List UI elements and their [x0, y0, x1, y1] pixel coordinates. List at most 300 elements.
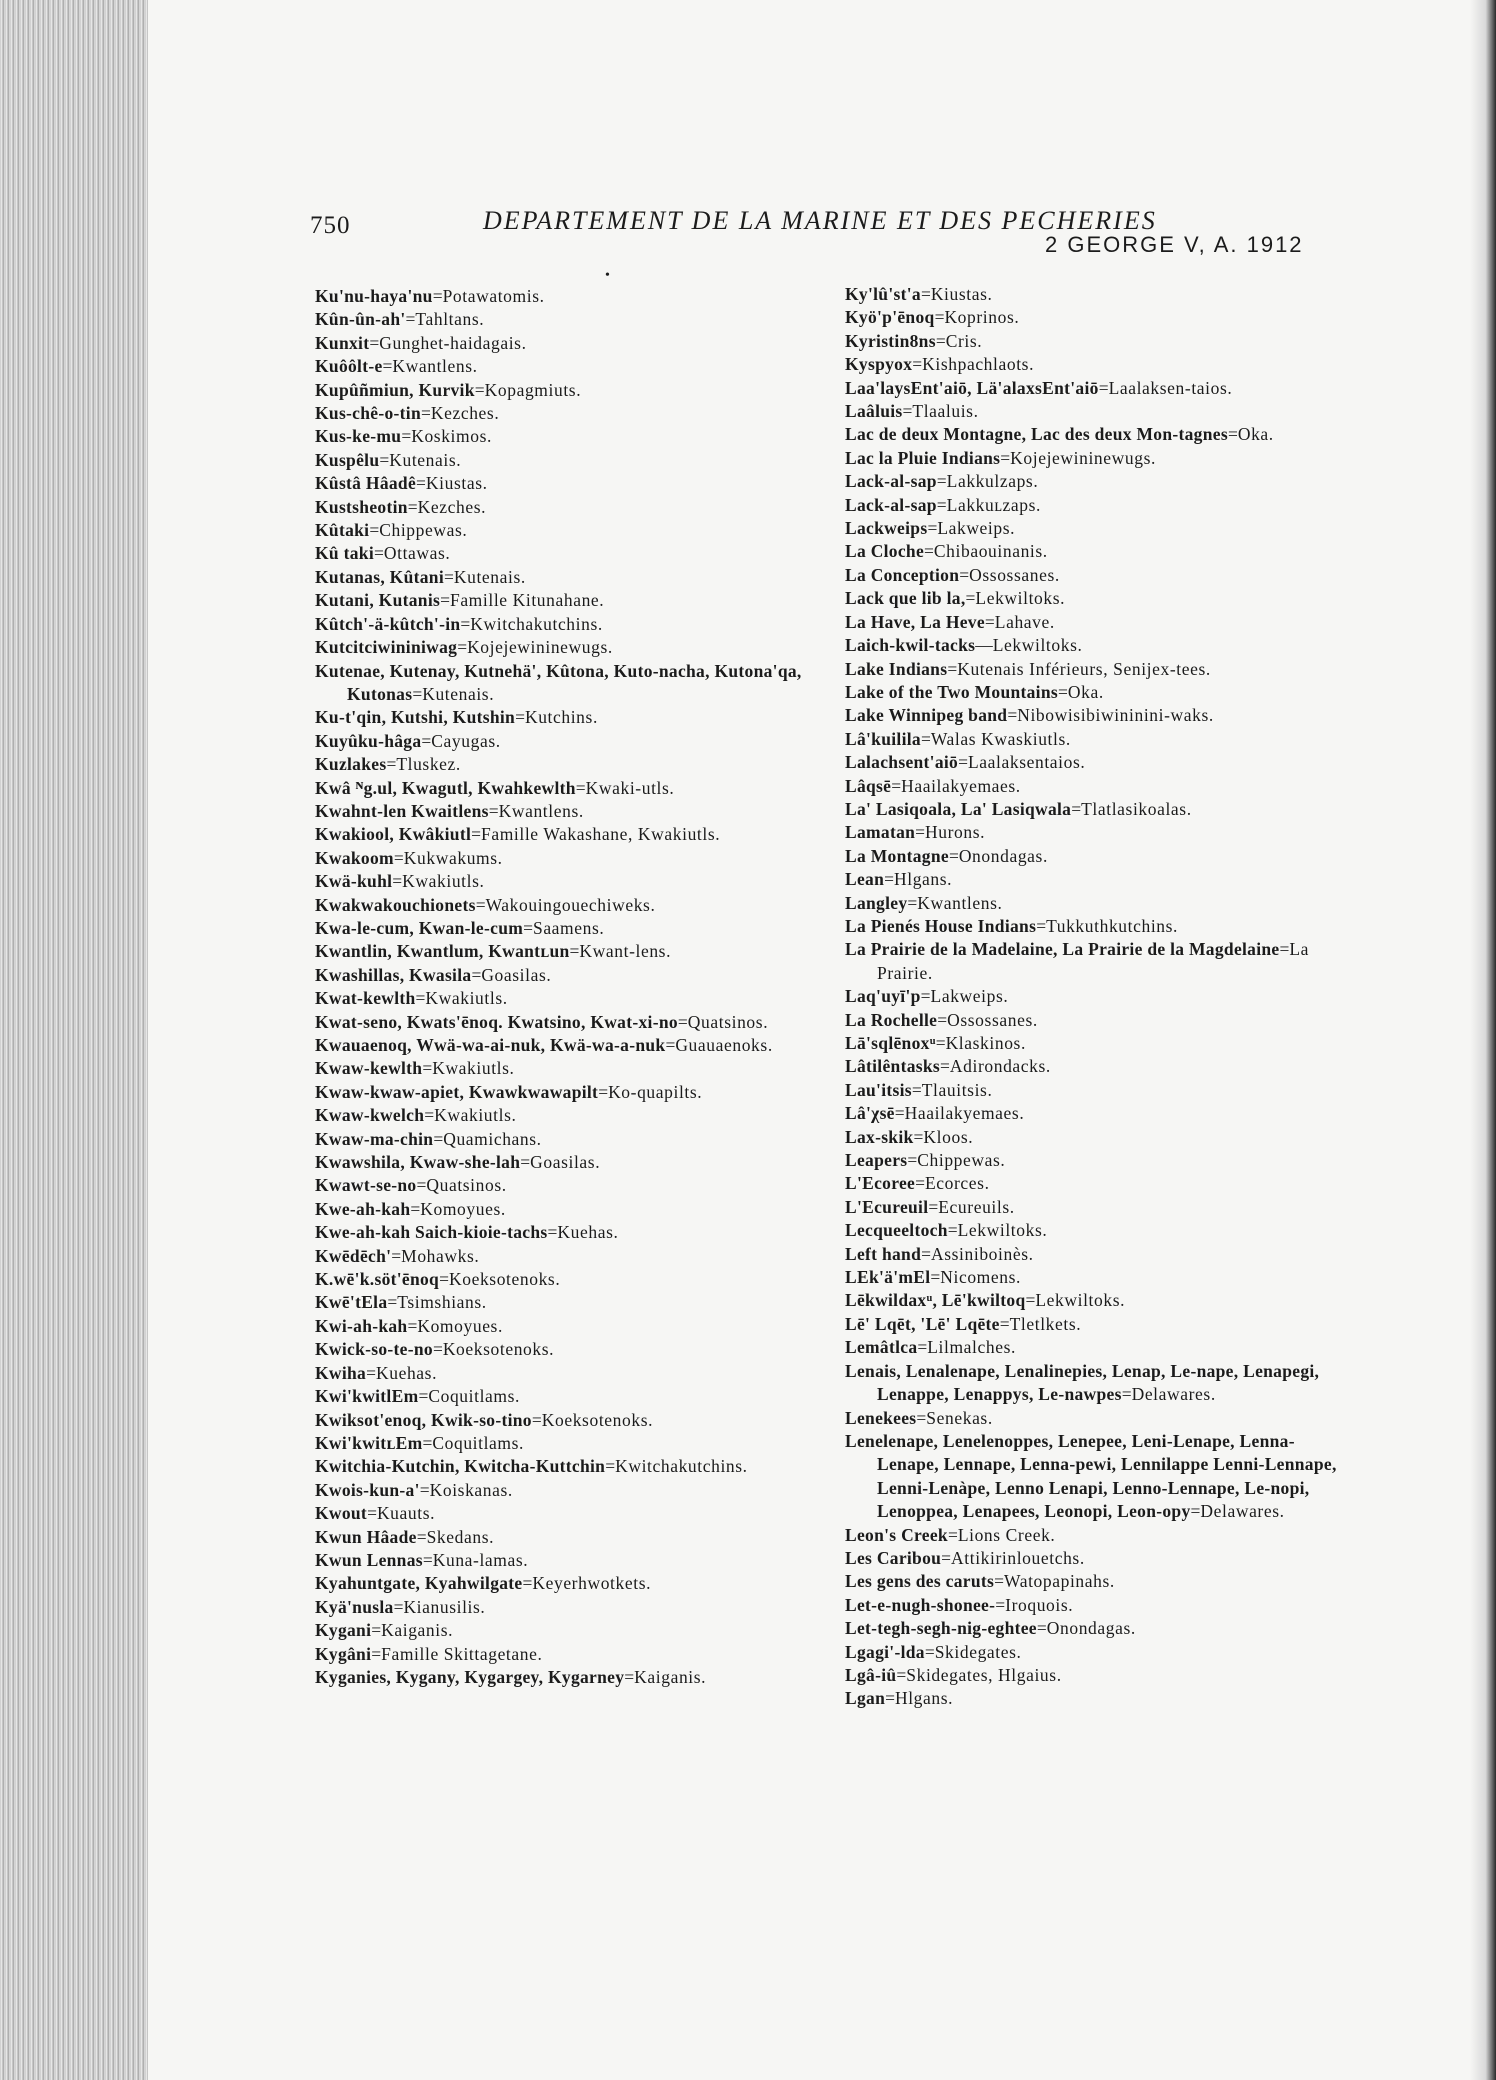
entry-term: La Have, La Heve	[845, 611, 985, 632]
index-entry	[845, 470, 1353, 493]
index-entry	[315, 1549, 840, 1572]
entry-definition: Koeksotenoks.	[448, 1269, 561, 1290]
entry-definition: Oka.	[1237, 424, 1274, 445]
equals-sign: =	[1121, 1384, 1132, 1405]
index-entry	[845, 1547, 1353, 1570]
equals-sign: =	[379, 449, 390, 470]
entry-definition: Kutenais.	[422, 683, 495, 704]
entry-definition: Gunghet-haidagais.	[379, 332, 527, 353]
equals-sign: =	[1036, 1618, 1047, 1639]
index-entry	[315, 449, 840, 472]
index-entry	[315, 636, 840, 659]
entry-term: Lake of the Two Mountains	[845, 681, 1058, 702]
index-entry	[315, 1221, 840, 1244]
equals-sign: =	[935, 330, 946, 351]
entry-term: Kygani	[315, 1620, 372, 1641]
equals-sign: =	[369, 332, 380, 353]
entry-definition: Hlgans.	[894, 1688, 954, 1709]
entry-term: Kyahuntgate, Kyahwilgate	[315, 1573, 523, 1594]
entry-term: L'Ecureuil	[845, 1196, 929, 1217]
entry-definition: Walas Kwaskiutls.	[930, 728, 1071, 749]
entry-definition: Tluskez.	[396, 754, 461, 775]
entry-term: Leon's Creek	[845, 1524, 948, 1545]
entry-definition: Ecorces.	[925, 1173, 990, 1194]
entry-term: Let-e-nugh-shonee-	[845, 1594, 996, 1615]
entry-definition: Komoyues.	[417, 1315, 503, 1336]
index-entry	[315, 1572, 840, 1595]
equals-sign: =	[920, 284, 931, 304]
index-entry	[315, 1619, 840, 1642]
session-label: 2 GEORGE V, A. 1912	[1045, 232, 1304, 257]
index-entry	[845, 1266, 1353, 1289]
entry-term: Kwâ ᴺg.ul, Kwagutl, Kwahkewlth	[315, 777, 576, 798]
index-entry	[315, 425, 840, 448]
index-entry	[845, 1126, 1353, 1149]
entry-term: Kwaw-kwelch	[315, 1105, 425, 1126]
entry-term: Kunxit	[315, 332, 370, 353]
entry-definition: Watopapinahs.	[1003, 1571, 1115, 1592]
entry-term: Lake Winnipeg band	[845, 705, 1008, 726]
entry-term: Lâtilêntasks	[845, 1056, 941, 1077]
equals-sign: =	[369, 520, 380, 541]
equals-sign: =	[401, 426, 412, 447]
equals-sign: =	[415, 988, 426, 1009]
equals-sign: =	[912, 354, 923, 375]
entry-definition: Koeksotenoks.	[541, 1409, 654, 1430]
entry-definition: Lahave.	[994, 611, 1055, 632]
entry-term: Lenekees	[845, 1407, 917, 1428]
equals-sign: =	[665, 1035, 676, 1055]
entry-term: Kwun Lennas	[315, 1549, 423, 1570]
index-entry	[845, 658, 1353, 681]
index-entry	[315, 870, 840, 893]
book-page-edges	[0, 0, 165, 2080]
entry-definition: Chibaouinanis.	[933, 541, 1048, 562]
entry-term: Kwout	[315, 1503, 368, 1524]
entry-definition: Lions Creek.	[957, 1524, 1056, 1545]
entry-term: Laa'laysEnt'aiō, Lä'alaxsEnt'aiō	[845, 377, 1099, 398]
entry-term: Kwiha	[315, 1362, 367, 1383]
index-entry	[315, 1151, 840, 1174]
entry-term: Kwakiool, Kwâkiutl	[315, 824, 472, 845]
entry-definition: Tahltans.	[415, 309, 485, 330]
equals-sign: =	[958, 752, 968, 773]
index-entry	[315, 1666, 840, 1689]
index-entry	[315, 1596, 840, 1619]
entry-definition: Quatsinos.	[426, 1175, 507, 1196]
equals-sign: =	[995, 1594, 1006, 1615]
equals-sign: =	[965, 588, 976, 609]
entry-definition: Haailakyemaes.	[901, 775, 1021, 796]
index-entry	[845, 1617, 1353, 1640]
equals-sign: =	[605, 1456, 616, 1477]
entry-definition: Tletlkets.	[1009, 1313, 1082, 1334]
equals-sign: =	[387, 1292, 398, 1313]
index-entry	[845, 1009, 1353, 1032]
equals-sign: =	[999, 1313, 1010, 1334]
equals-sign: =	[959, 564, 970, 585]
equals-sign: =	[515, 707, 525, 728]
entry-definition: Komoyues.	[420, 1198, 506, 1219]
index-entry	[315, 355, 840, 378]
entry-definition: Iroquois.	[1005, 1594, 1074, 1615]
entry-term: Lā'sqlēnoxᵘ	[845, 1033, 936, 1053]
index-entry	[315, 613, 840, 636]
equals-sign: =	[1025, 1290, 1036, 1311]
entry-definition: Kwakiutls.	[432, 1058, 515, 1079]
entry-term: Les Caribou	[845, 1547, 942, 1568]
entry-definition: Lekwiltoks.	[975, 588, 1066, 609]
index-entry	[845, 821, 1353, 844]
index-entry	[315, 987, 840, 1010]
index-entry	[315, 1291, 840, 1314]
equals-sign: =	[927, 518, 938, 539]
entry-definition: Koprinos.	[944, 307, 1020, 328]
equals-sign: =	[947, 658, 958, 679]
index-entry	[845, 1102, 1353, 1125]
entry-term: Kutanas, Kûtani	[315, 566, 444, 587]
index-entry	[845, 1641, 1353, 1664]
index-entry	[845, 1149, 1353, 1172]
equals-sign: =	[1227, 424, 1238, 445]
index-entry	[845, 611, 1353, 634]
entry-term: La' Lasiqoala, La' Lasiqwala	[845, 798, 1072, 819]
index-entry	[845, 330, 1353, 353]
equals-sign: =	[421, 730, 432, 751]
entry-term: Lake Indians	[845, 658, 948, 679]
equals-sign: =	[1058, 681, 1068, 702]
entry-definition: Oka.	[1067, 681, 1104, 702]
entry-term: Kwaw-ma-chin	[315, 1128, 434, 1149]
equals-sign: =	[422, 1058, 433, 1079]
equals-sign: =	[523, 917, 533, 938]
equals-sign: =	[891, 775, 902, 796]
entry-term: Ky'lû'st'a	[845, 284, 921, 304]
equals-sign: =	[624, 1666, 635, 1687]
entry-definition: Goasilas.	[530, 1152, 601, 1173]
entry-definition: Haailakyemaes.	[904, 1103, 1025, 1124]
index-entry	[315, 1128, 840, 1151]
entry-definition: Delawares.	[1200, 1501, 1285, 1522]
entry-term: Laâluis	[845, 401, 903, 422]
equals-sign: =	[884, 869, 894, 890]
entry-definition: Lakkulzaps.	[946, 471, 1039, 492]
equals-sign: =	[416, 473, 426, 494]
entry-definition: Kwakiutls.	[402, 871, 485, 892]
entry-term: Kwun Hâade	[315, 1526, 417, 1547]
equals-sign: =	[433, 1128, 444, 1149]
equals-sign: =	[371, 1620, 382, 1641]
entry-definition: Kishpachlaots.	[922, 354, 1035, 375]
equals-sign: =	[911, 1079, 922, 1100]
entry-definition: Lilmalches.	[927, 1337, 1016, 1358]
equals-sign: =	[405, 309, 416, 330]
equals-sign: =	[677, 1011, 688, 1032]
entry-definition: Ossossanes.	[947, 1009, 1038, 1030]
entry-term: Lgagi'-lda	[845, 1641, 925, 1662]
index-entry	[845, 892, 1353, 915]
entry-definition: Coquitlams.	[428, 1386, 521, 1407]
entry-definition: Kukwakums.	[403, 847, 503, 868]
entry-definition: Kutchins.	[524, 707, 598, 728]
index-entry	[315, 1268, 840, 1291]
entry-term: Kyristin8ns	[845, 330, 936, 351]
equals-sign: =	[885, 1688, 895, 1709]
entry-definition: Lekwiltoks.	[992, 635, 1083, 656]
equals-sign: =	[917, 1337, 928, 1358]
entry-term: Lack que lib la,	[845, 588, 966, 609]
entry-term: Left hand	[845, 1243, 922, 1264]
entry-definition: Kwitchakutchins.	[470, 613, 603, 634]
equals-sign: =	[382, 356, 393, 377]
entry-term: Kwauaenoq, Wwä-wa-ai-nuk, Kwä-wa-a-nuk	[315, 1035, 666, 1055]
equals-sign: =	[488, 800, 499, 821]
equals-sign: =	[896, 1664, 907, 1685]
entry-term: Kwakoom	[315, 847, 394, 868]
index-entry	[315, 917, 840, 940]
index-entry	[845, 1055, 1353, 1078]
entry-definition: Keyerhwotkets.	[532, 1573, 652, 1594]
index-entry	[315, 496, 840, 519]
entry-definition: Lakweips.	[930, 986, 1009, 1007]
entry-term: Lgan	[845, 1688, 886, 1709]
entry-term: Kwawt-se-no	[315, 1175, 417, 1196]
entry-term: LEk'ä'mEl	[845, 1267, 931, 1288]
entry-term: Kwat-seno, Kwats'ēnoq. Kwatsino, Kwat-xi-no	[315, 1011, 678, 1032]
equals-sign: =	[367, 1503, 377, 1524]
running-title: DEPARTEMENT DE LA MARINE ET DES PECHERIES	[483, 206, 1157, 235]
index-entry	[845, 1032, 1353, 1055]
index-entry	[845, 1219, 1353, 1242]
index-entry	[315, 1385, 840, 1408]
entry-definition: Skidegates, Hlgaius.	[906, 1664, 1062, 1685]
index-entry	[845, 1313, 1353, 1336]
equals-sign: =	[947, 1220, 958, 1241]
entry-definition: Kutenais.	[389, 449, 462, 470]
entry-definition: Kezches.	[430, 403, 500, 424]
entry-term: Kwē'tEla	[315, 1292, 388, 1313]
index-entry	[315, 1409, 840, 1432]
equals-sign: =	[894, 1103, 905, 1124]
index-entry	[845, 1664, 1353, 1687]
entry-term: Kwiksot'enoq, Kwik-so-tino	[315, 1409, 532, 1430]
entry-definition: Kaiganis.	[381, 1620, 454, 1641]
equals-sign: =	[432, 1339, 443, 1360]
index-entry	[315, 589, 840, 612]
index-entry	[845, 1172, 1353, 1195]
equals-sign: =	[924, 1641, 935, 1662]
entry-term: Lalachsent'aiō	[845, 752, 959, 773]
page-right-shadow	[1470, 0, 1496, 2080]
entry-term: Lean	[845, 869, 885, 890]
entry-term: Lau'itsis	[845, 1079, 912, 1100]
entry-term: Laq'uyī'p	[845, 986, 921, 1007]
entry-term: Kwakwakouchionets	[315, 894, 476, 915]
entry-definition: Chippewas.	[379, 520, 468, 541]
entry-term: Kuspêlu	[315, 449, 380, 470]
equals-sign: =	[374, 543, 384, 564]
entry-definition: Senekas.	[926, 1407, 993, 1428]
index-entry	[845, 1430, 1353, 1524]
index-entry	[845, 915, 1353, 938]
entry-definition: Mohawks.	[401, 1245, 480, 1266]
entry-term: La Conception	[845, 564, 960, 585]
equals-sign: =	[439, 1269, 449, 1290]
equals-sign: =	[924, 541, 934, 562]
entry-term: Kûtaki	[315, 520, 370, 541]
index-entry	[315, 285, 840, 308]
equals-sign: =	[410, 1198, 421, 1219]
entry-definition: Coquitlams.	[432, 1432, 525, 1453]
entry-definition: Famille Skittagetane.	[381, 1643, 543, 1664]
equals-sign: =	[915, 822, 926, 843]
entry-definition: Kojejewininewugs.	[467, 637, 613, 658]
index-entry	[315, 1479, 840, 1502]
entry-term: La Pienés House Indians	[845, 915, 1037, 936]
index-entry	[845, 540, 1353, 563]
entry-term: Kwe-ah-kah	[315, 1198, 411, 1219]
index-entry	[315, 706, 840, 729]
equals-sign: =	[937, 1009, 948, 1030]
entry-definition: Goasilas.	[481, 964, 552, 985]
entry-term: Kûstâ Hâadê	[315, 473, 417, 494]
equals-sign: =	[940, 1056, 950, 1077]
index-entry	[845, 1524, 1353, 1547]
index-entry	[845, 1079, 1353, 1102]
entry-definition: Kopagmiuts.	[484, 379, 582, 400]
entry-term: Kutcitciwininiwag	[315, 637, 458, 658]
equals-sign: =	[930, 1267, 941, 1288]
equals-sign: =	[371, 1643, 382, 1664]
index-entry	[845, 704, 1353, 727]
entry-definition: Koeksotenoks.	[442, 1339, 555, 1360]
index-entry	[315, 894, 840, 917]
index-entry	[315, 800, 840, 823]
equals-sign: =	[432, 286, 443, 306]
entry-definition: Onondagas.	[958, 845, 1048, 866]
entry-definition: Koskimos.	[411, 426, 492, 447]
entry-definition: Onondagas.	[1046, 1618, 1136, 1639]
entry-definition: Kiustas.	[425, 473, 488, 494]
equals-sign: =	[391, 1245, 402, 1266]
entry-term: Kwawshila, Kwaw-she-lah	[315, 1152, 521, 1173]
entry-term: Kutani, Kutanis	[315, 590, 441, 611]
index-entry	[845, 1289, 1353, 1312]
index-entry	[315, 472, 840, 495]
entry-definition: Ossossanes.	[969, 564, 1060, 585]
index-entry	[845, 377, 1353, 400]
entry-definition: Kwant-lens.	[579, 941, 672, 962]
equals-sign: =	[393, 847, 404, 868]
equals-sign: =	[915, 1173, 925, 1194]
page-header	[310, 206, 1320, 257]
entry-definition: Kezches.	[417, 496, 487, 517]
entry-term: Kwantlin, Kwantlum, Kwantʟun	[315, 941, 570, 962]
entry-definition: Lakweips.	[937, 518, 1016, 539]
entry-term: Kwois-kun-a'	[315, 1479, 420, 1500]
equals-sign: =	[902, 401, 913, 422]
index-entry	[315, 519, 840, 542]
entry-definition: Kuna-lamas.	[432, 1549, 529, 1570]
index-entry	[315, 1034, 840, 1057]
entry-definition: Lekwiltoks.	[1035, 1290, 1126, 1311]
index-entry	[315, 823, 840, 846]
index-entry	[315, 308, 840, 331]
entry-term: La Montagne	[845, 845, 949, 866]
entry-definition: Klaskinos.	[945, 1033, 1026, 1053]
entry-term: Kwe-ah-kah Saich-kioie-tachs	[315, 1222, 548, 1243]
index-entry	[315, 847, 840, 870]
equals-sign: =	[416, 1526, 427, 1547]
entry-definition: Kianusilis.	[403, 1596, 486, 1617]
entry-definition: Kwaki-utls.	[585, 777, 675, 798]
entry-definition: Delawares.	[1131, 1384, 1216, 1405]
index-entry	[315, 1455, 840, 1478]
index-entry	[315, 1432, 840, 1455]
entry-definition: Nicomens.	[940, 1267, 1021, 1288]
index-entry	[315, 1011, 840, 1034]
entry-term: Kwaw-kwaw-apiet, Kwawkwawapilt	[315, 1081, 599, 1102]
entry-term: Kuôôlt-e	[315, 356, 383, 377]
equals-sign: =	[419, 1479, 430, 1500]
entry-definition: Famille Kitunahane.	[449, 590, 605, 611]
index-entry	[845, 1196, 1353, 1219]
equals-sign: =	[460, 613, 471, 634]
entry-term: Kwashillas, Kwasila	[315, 964, 472, 985]
entry-definition: Ecureuils.	[938, 1196, 1015, 1217]
entry-definition: Kuauts.	[376, 1503, 436, 1524]
entry-definition: Saamens.	[532, 917, 605, 938]
entry-term: La Prairie de la Madelaine, La Prairie de la Magdelaine	[845, 939, 1280, 960]
equals-sign: =	[947, 1524, 958, 1545]
entry-term: Lâqsē	[845, 775, 892, 796]
entry-definition: Lekwiltoks.	[957, 1220, 1048, 1241]
index-entry	[845, 400, 1353, 423]
equals-sign: =	[522, 1573, 533, 1594]
entry-term: Les gens des caruts	[845, 1571, 995, 1592]
entry-definition: Hurons.	[925, 822, 986, 843]
left-column	[315, 285, 840, 1689]
entry-definition: Lakkuʟzaps.	[946, 494, 1041, 515]
index-entry	[845, 985, 1353, 1008]
equals-sign: =	[575, 777, 586, 798]
entry-term: Kûtch'-ä-kûtch'-in	[315, 613, 461, 634]
equals-sign: =	[598, 1081, 609, 1102]
entry-term: K.wē'k.söt'ēnoq	[315, 1269, 440, 1290]
entry-term: Kus-ke-mu	[315, 426, 402, 447]
entry-definition: Kwakiutls.	[434, 1105, 517, 1126]
index-entry	[315, 1643, 840, 1666]
equals-sign: =	[994, 1571, 1004, 1592]
entry-definition: Tsimshians.	[397, 1292, 487, 1313]
index-entry	[845, 517, 1353, 540]
equals-sign: =	[520, 1152, 531, 1173]
entry-term: Lack-al-sap	[845, 494, 937, 515]
entry-term: Kwi'kwitlEm	[315, 1386, 419, 1407]
equals-sign: =	[392, 871, 403, 892]
entry-definition: La Prairie.	[877, 939, 1310, 983]
entry-definition: Kwantlens.	[392, 356, 478, 377]
right-column	[845, 283, 1353, 1711]
equals-sign: =	[928, 1196, 939, 1217]
entry-definition: Hlgans.	[894, 869, 953, 890]
entry-definition: Guauaenoks.	[675, 1035, 773, 1055]
entry-definition: Assiniboinès.	[931, 1243, 1034, 1264]
index-entry	[845, 798, 1353, 821]
index-entry	[315, 1245, 840, 1268]
entry-term: Kyö'p'ēnoq	[845, 307, 935, 328]
entry-term: Lâ'χsē	[845, 1103, 895, 1124]
